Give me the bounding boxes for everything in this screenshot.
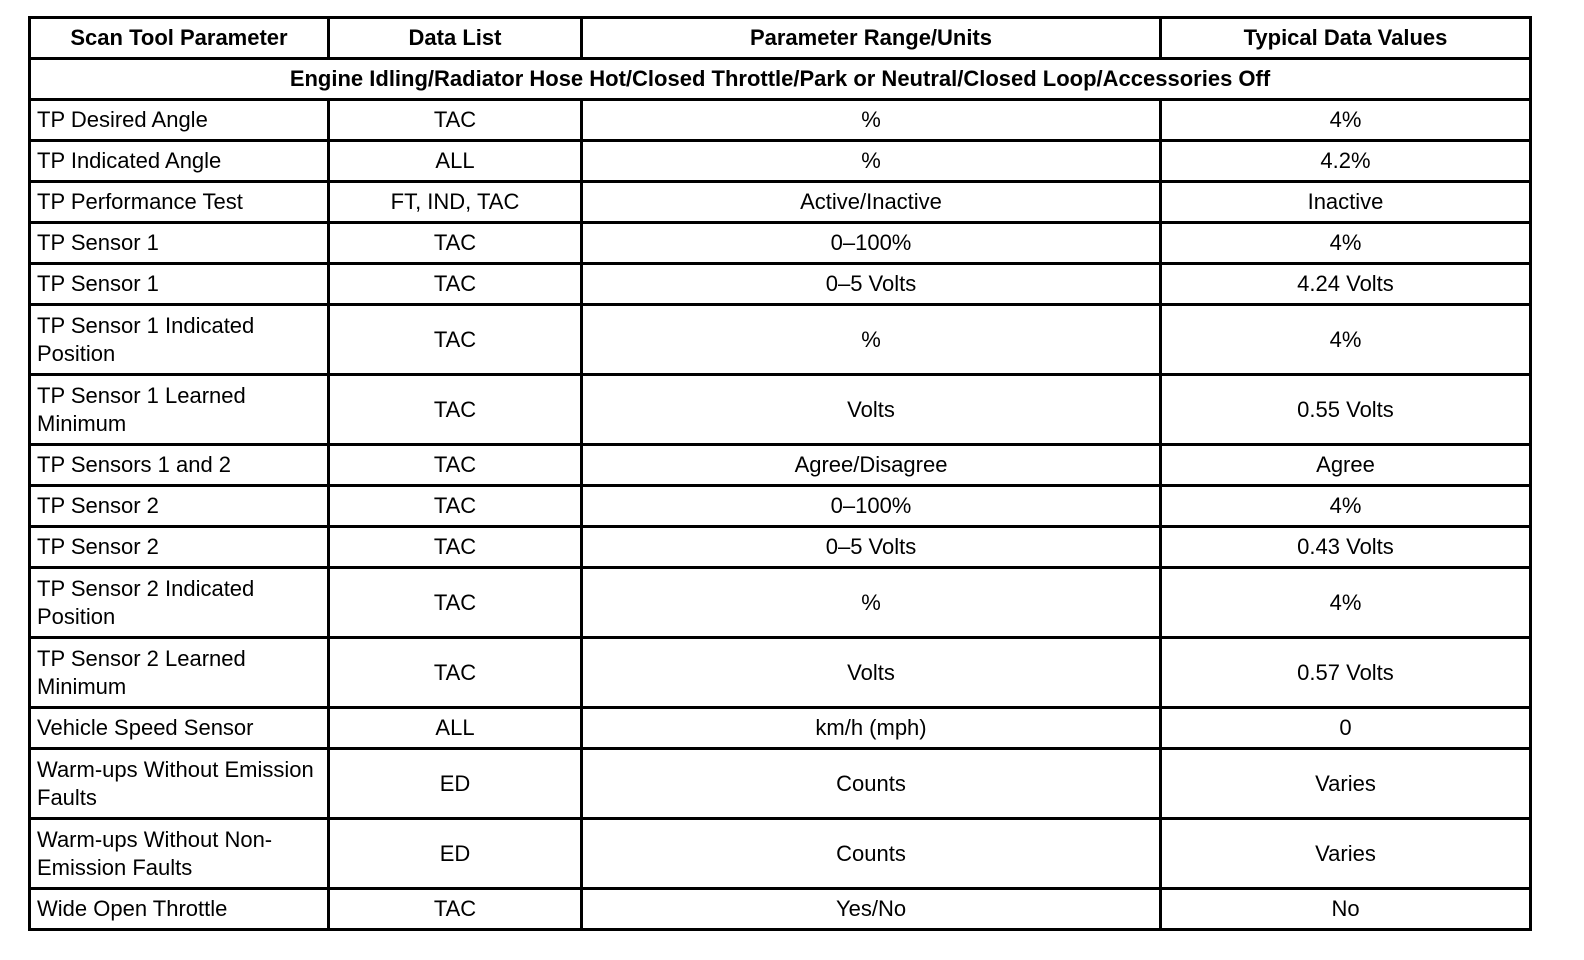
typical-cell: 4% (1161, 568, 1531, 638)
range-cell: Agree/Disagree (582, 445, 1161, 486)
param-cell: TP Sensor 1 Indicated Position (30, 305, 329, 375)
range-cell: 0–5 Volts (582, 264, 1161, 305)
datalist-cell: TAC (329, 527, 582, 568)
table-row (30, 223, 1531, 264)
datalist-cell: TAC (329, 100, 582, 141)
datalist-cell: ALL (329, 708, 582, 749)
table-row (30, 182, 1531, 223)
datalist-cell: TAC (329, 223, 582, 264)
param-cell: TP Desired Angle (30, 100, 329, 141)
datalist-cell: TAC (329, 375, 582, 445)
table-row (30, 819, 1531, 889)
typical-cell: 4% (1161, 305, 1531, 375)
table-row (30, 708, 1531, 749)
range-cell: % (582, 305, 1161, 375)
param-cell: TP Sensor 2 Learned Minimum (30, 638, 329, 708)
datalist-cell: TAC (329, 889, 582, 930)
param-cell: Vehicle Speed Sensor (30, 708, 329, 749)
param-cell: TP Sensor 2 (30, 527, 329, 568)
param-cell: TP Sensor 1 Learned Minimum (30, 375, 329, 445)
typical-cell: No (1161, 889, 1531, 930)
datalist-cell: TAC (329, 486, 582, 527)
range-cell: 0–5 Volts (582, 527, 1161, 568)
range-cell: 0–100% (582, 486, 1161, 527)
range-cell: % (582, 568, 1161, 638)
table-row (30, 100, 1531, 141)
range-cell: Active/Inactive (582, 182, 1161, 223)
table-row (30, 749, 1531, 819)
table-row (30, 375, 1531, 445)
range-cell: Counts (582, 749, 1161, 819)
typical-cell: 4.24 Volts (1161, 264, 1531, 305)
range-cell: 0–100% (582, 223, 1161, 264)
table-row (30, 638, 1531, 708)
scan-tool-data-table (28, 16, 1532, 931)
range-cell: % (582, 141, 1161, 182)
range-cell: km/h (mph) (582, 708, 1161, 749)
header-typical-data-values: Typical Data Values (1161, 18, 1531, 59)
param-cell: TP Sensor 2 (30, 486, 329, 527)
datalist-cell: TAC (329, 445, 582, 486)
param-cell: TP Sensor 2 Indicated Position (30, 568, 329, 638)
range-cell: % (582, 100, 1161, 141)
param-cell: TP Sensors 1 and 2 (30, 445, 329, 486)
typical-cell: Varies (1161, 749, 1531, 819)
typical-cell: 0.43 Volts (1161, 527, 1531, 568)
table-row (30, 568, 1531, 638)
range-cell: Counts (582, 819, 1161, 889)
table-row (30, 889, 1531, 930)
table-row (30, 445, 1531, 486)
typical-cell: Varies (1161, 819, 1531, 889)
param-cell: TP Sensor 1 (30, 223, 329, 264)
param-cell: TP Performance Test (30, 182, 329, 223)
datalist-cell: TAC (329, 264, 582, 305)
test-condition: Engine Idling/Radiator Hose Hot/Closed Throttle/Park or Neutral/Closed Loop/Accessories Off (30, 59, 1531, 100)
typical-cell: 4% (1161, 100, 1531, 141)
typical-cell: Inactive (1161, 182, 1531, 223)
param-cell: Wide Open Throttle (30, 889, 329, 930)
typical-cell: 4% (1161, 223, 1531, 264)
table-row (30, 264, 1531, 305)
range-cell: Volts (582, 375, 1161, 445)
param-cell: TP Indicated Angle (30, 141, 329, 182)
param-cell: TP Sensor 1 (30, 264, 329, 305)
header-scan-tool-parameter: Scan Tool Parameter (30, 18, 329, 59)
range-cell: Yes/No (582, 889, 1161, 930)
condition-row (30, 59, 1531, 100)
table-row (30, 527, 1531, 568)
range-cell: Volts (582, 638, 1161, 708)
table-row (30, 141, 1531, 182)
param-cell: Warm-ups Without Emission Faults (30, 749, 329, 819)
datalist-cell: FT, IND, TAC (329, 182, 582, 223)
datalist-cell: ALL (329, 141, 582, 182)
header-row (30, 18, 1531, 59)
header-parameter-range-units: Parameter Range/Units (582, 18, 1161, 59)
table-row (30, 486, 1531, 527)
datalist-cell: ED (329, 819, 582, 889)
datalist-cell: TAC (329, 305, 582, 375)
typical-cell: 0.55 Volts (1161, 375, 1531, 445)
header-data-list: Data List (329, 18, 582, 59)
typical-cell: Agree (1161, 445, 1531, 486)
datalist-cell: ED (329, 749, 582, 819)
table-row (30, 305, 1531, 375)
typical-cell: 0 (1161, 708, 1531, 749)
param-cell: Warm-ups Without Non-Emission Faults (30, 819, 329, 889)
typical-cell: 0.57 Volts (1161, 638, 1531, 708)
datalist-cell: TAC (329, 568, 582, 638)
typical-cell: 4.2% (1161, 141, 1531, 182)
typical-cell: 4% (1161, 486, 1531, 527)
datalist-cell: TAC (329, 638, 582, 708)
